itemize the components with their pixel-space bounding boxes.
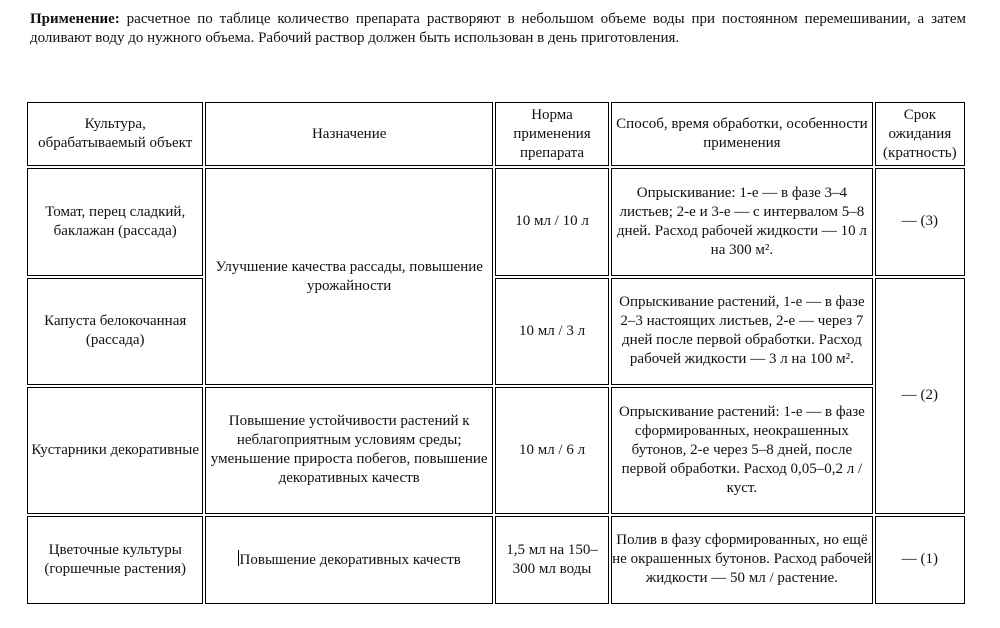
text-cursor — [238, 550, 239, 566]
application-paragraph — [30, 10, 966, 48]
cell-wait: — (3) — [875, 168, 965, 275]
cell-crop: Капуста белокочанная (рассада) — [27, 278, 203, 385]
header-rate: Норма применения препарата — [495, 102, 609, 166]
cell-rate: 1,5 мл на 150–300 мл воды — [495, 516, 609, 604]
application-text: расчетное по таблице количество препарата растворяют в небольшом объеме воды при постоянном перемешивании, а затем доливают воду до нужного объема. Рабочий раствор должен быть использован в день приготовления. — [30, 11, 966, 46]
cell-rate: 10 мл / 3 л — [495, 278, 609, 385]
cell-rate: 10 мл / 10 л — [495, 168, 609, 275]
cell-method: Опрыскивание: 1-е — в фазе 3–4 листьев; 2-е и 3-е — с интервалом 5–8 дней. Расход рабочей жидкости — 10 л на 300 м². — [611, 168, 873, 275]
cell-crop: Кустарники декоративные — [27, 387, 203, 514]
cell-method: Полив в фазу сформированных, но ещё не окрашенных бутонов. Расход рабочей жидкости — 50 мл / растение. — [611, 516, 873, 604]
application-label: Применение: — [30, 11, 120, 27]
cell-rate: 10 мл / 6 л — [495, 387, 609, 514]
table-row — [27, 516, 965, 604]
cell-purpose-text: Повышение декоративных качеств — [239, 551, 461, 568]
cell-purpose-shared: Улучшение качества рассады, повышение урожайности — [205, 168, 493, 385]
application-table — [25, 100, 967, 606]
cell-crop: Цветочные культуры (горшечные растения) — [27, 516, 203, 604]
header-purpose: Назначение — [205, 102, 493, 166]
header-wait: Срок ожидания (кратность) — [875, 102, 965, 166]
header-method: Способ, время обработки, особенности применения — [611, 102, 873, 166]
cell-wait-shared: — (2) — [875, 278, 965, 514]
table-row — [27, 168, 965, 275]
cell-wait: — (1) — [875, 516, 965, 604]
cell-method: Опрыскивание растений, 1-е — в фазе 2–3 настоящих листьев, 2-е — через 7 дней после первой обработки. Расход рабочей жидкости — 3 л на 100 м². — [611, 278, 873, 385]
cell-crop: Томат, перец сладкий, баклажан (рассада) — [27, 168, 203, 275]
cell-purpose: Повышение устойчивости растений к неблагоприятным условиям среды; уменьшение прироста побегов, повышение декоративных качеств — [205, 387, 493, 514]
header-crop: Культура, обрабатываемый объект — [27, 102, 203, 166]
cell-purpose-editable[interactable] — [205, 516, 493, 604]
cell-method: Опрыскивание растений: 1-е — в фазе сформированных, неокрашенных бутонов, 2-е через 5–8 дней, после первой обработки. Расход 0,05–0,2 л / куст. — [611, 387, 873, 514]
table-row — [27, 278, 965, 385]
table-header-row — [27, 102, 965, 166]
table-row — [27, 387, 965, 514]
